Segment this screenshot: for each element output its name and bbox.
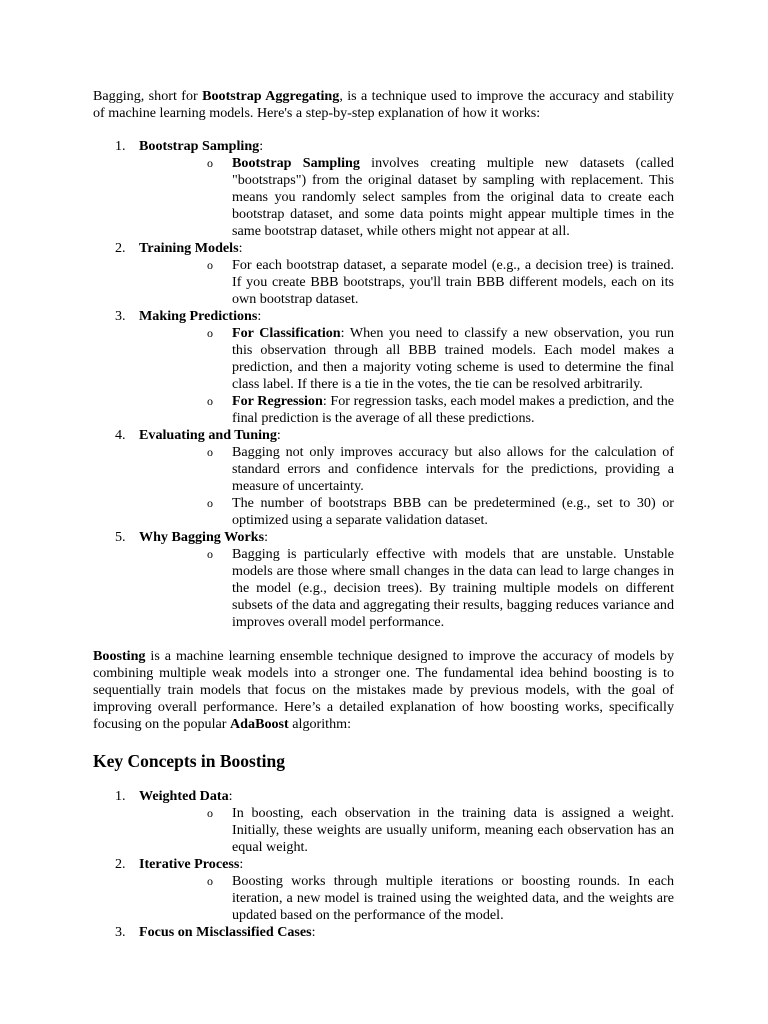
bullet-text — [232, 546, 674, 631]
list-item-title: Why Bagging Works — [139, 529, 265, 545]
list-item — [93, 308, 674, 427]
bullet-bold-term: For Classification — [232, 325, 341, 341]
sub-bullet-list — [139, 444, 674, 529]
bullet-bold-term: Bootstrap Sampling — [232, 155, 360, 171]
boosting-steps-list — [93, 788, 674, 941]
list-item-title-line — [139, 138, 674, 155]
title-colon: : — [259, 138, 264, 154]
bullet-body-text: In boosting, each observation in the training data is assigned a weight. Initially, these weights are usually uniform, meaning each observation has an equal weight. — [232, 805, 674, 855]
sub-bullet-item — [139, 495, 674, 529]
title-colon: : — [257, 308, 262, 324]
intro-bold-term: Bootstrap Aggregating — [202, 88, 340, 104]
list-item-number: 3. — [115, 308, 126, 324]
bullet-text — [232, 393, 674, 427]
list-item-number: 4. — [115, 427, 126, 443]
bullet-marker: o — [207, 394, 213, 408]
list-item-title-line — [139, 427, 674, 444]
bullet-body-text: : For regression tasks, each model makes a prediction, and the final prediction is the average of all these predictions. — [232, 393, 675, 426]
list-item-title-line — [139, 788, 674, 805]
list-item — [93, 138, 674, 240]
sub-bullet-item — [139, 393, 674, 427]
bullet-body-text: The number of bootstraps BBB can be predetermined (e.g., set to 30) or optimized using a separate validation dataset. — [232, 495, 674, 528]
list-item-title: Evaluating and Tuning — [139, 427, 277, 443]
bullet-body-text: For each bootstrap dataset, a separate model (e.g., a decision tree) is trained. If you create BBB bootstraps, you'll train BBB different models, each on its own bootstrap dataset. — [232, 257, 674, 307]
bullet-marker: o — [207, 874, 213, 888]
bullet-body-text: : When you need to classify a new observation, you run this observation through all BBB trained models. Each model makes a prediction, and then a majority voting scheme is used to determine the final class label. If there is a tie in the votes, the tie can be resolved arbitrarily. — [232, 325, 674, 392]
bullet-body-text: Bagging is particularly effective with models that are unstable. Unstable models are those where small changes in the data can lead to large changes in the model (e.g., decision trees). By training multiple models on different subsets of the data and aggregating their results, bagging reduces variance and improves overall model performance. — [232, 546, 674, 630]
bullet-text — [232, 805, 674, 856]
sub-bullet-item — [139, 546, 674, 631]
adaboost-bold-term: AdaBoost — [230, 716, 289, 732]
bullet-text — [232, 325, 674, 393]
bullet-body-text: involves creating multiple new datasets (called "bootstraps") from the original dataset by sampling with replacement. This means you randomly select samples from the original data to create each bootstrap dataset, and some data points might appear multiple times in the same bootstrap dataset, while others might not appear at all. — [232, 155, 674, 239]
sub-bullet-item — [139, 805, 674, 856]
sub-bullet-item — [139, 444, 674, 495]
bullet-marker: o — [207, 326, 213, 340]
title-colon: : — [228, 788, 233, 804]
sub-bullet-list — [139, 805, 674, 856]
sub-bullet-list — [139, 325, 674, 427]
bullet-text — [232, 257, 674, 308]
bullet-text — [232, 444, 674, 495]
title-colon: : — [264, 529, 268, 545]
list-item-title-line — [139, 924, 674, 941]
title-colon: : — [276, 427, 281, 443]
list-item-title: Making Predictions — [139, 308, 258, 324]
list-item — [93, 529, 674, 631]
intro-text-pre: Bagging, short for — [93, 88, 203, 104]
bullet-marker: o — [207, 258, 213, 272]
bullet-marker: o — [207, 806, 213, 820]
list-item-title: Weighted Data — [139, 788, 229, 804]
list-item-number: 3. — [115, 924, 126, 940]
bullet-text — [232, 155, 674, 240]
bullet-text — [232, 495, 674, 529]
list-item-title: Iterative Process — [139, 856, 240, 872]
bullet-marker: o — [207, 496, 213, 510]
list-item-number: 5. — [115, 529, 126, 545]
section-heading: Key Concepts in Boosting — [93, 751, 286, 771]
list-item — [93, 427, 674, 529]
bullet-marker: o — [207, 445, 213, 459]
boosting-bold-term: Boosting — [93, 648, 146, 664]
list-item-number: 2. — [115, 856, 126, 872]
bagging-steps-list — [93, 138, 674, 631]
list-item-title: Focus on Misclassified Cases — [139, 924, 312, 940]
list-item-title-line — [139, 529, 674, 546]
sub-bullet-item — [139, 257, 674, 308]
list-item — [93, 240, 674, 308]
sub-bullet-list — [139, 546, 674, 631]
sub-bullet-list — [139, 257, 674, 308]
bullet-text — [232, 873, 674, 924]
bullet-marker: o — [207, 156, 213, 170]
bullet-body-text: Bagging not only improves accuracy but also allows for the calculation of standard errors and confidence intervals for the predictions, providing a measure of uncertainty. — [232, 444, 674, 494]
list-item — [93, 788, 674, 856]
bullet-body-text: Boosting works through multiple iterations or boosting rounds. In each iteration, a new model is trained using the weighted data, and the weights are updated based on the performance of the model. — [232, 873, 674, 923]
document-page — [93, 88, 674, 941]
sub-bullet-item — [139, 873, 674, 924]
bagging-intro-paragraph — [93, 88, 674, 122]
list-item-title-line — [139, 308, 674, 325]
title-colon: : — [311, 924, 316, 940]
list-item — [93, 924, 674, 941]
list-item-number: 1. — [115, 138, 126, 154]
list-item-title: Bootstrap Sampling — [139, 138, 260, 154]
sub-bullet-list — [139, 873, 674, 924]
boosting-intro-paragraph — [93, 648, 674, 733]
title-colon: : — [238, 240, 243, 256]
title-colon: : — [239, 856, 244, 872]
boosting-intro-text: is a machine learning ensemble technique designed to improve the accuracy of models by combining multiple weak models into a stronger one. The fundamental idea behind boosting is to sequentially train models that focus on the mistakes made by previous models, with the goal of improving overall performance. Here’s a detailed explanation of how boosting works, specifically focusing on the popular — [93, 648, 674, 732]
list-item-number: 1. — [115, 788, 126, 804]
sub-bullet-item — [139, 155, 674, 240]
intro-text-post: , is a technique used to improve the accuracy and stability of machine learning models. Here's a step-by-step explanation of how it works: — [93, 88, 674, 121]
boosting-intro-post: algorithm: — [288, 716, 351, 732]
bullet-marker: o — [207, 547, 213, 561]
list-item-number: 2. — [115, 240, 126, 256]
list-item-title-line — [139, 856, 674, 873]
list-item-title: Training Models — [139, 240, 239, 256]
sub-bullet-item — [139, 325, 674, 393]
list-item-title-line — [139, 240, 674, 257]
bullet-bold-term: For Regression — [232, 393, 323, 409]
sub-bullet-list — [139, 155, 674, 240]
list-item — [93, 856, 674, 924]
